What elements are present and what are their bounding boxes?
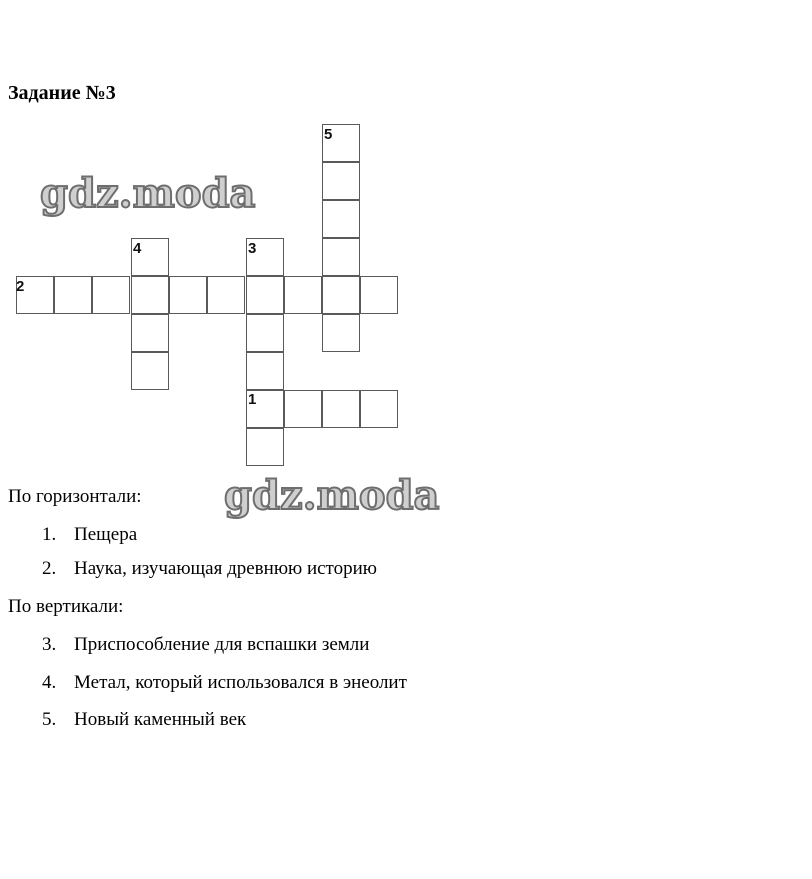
crossword-cell[interactable] bbox=[360, 276, 398, 314]
crossword-cell[interactable] bbox=[246, 276, 284, 314]
crossword-cell[interactable] bbox=[322, 390, 360, 428]
crossword-cell[interactable] bbox=[360, 390, 398, 428]
clue-number-1: 1 bbox=[248, 391, 257, 408]
crossword-cell[interactable] bbox=[322, 200, 360, 238]
clue-number-2: 2 bbox=[16, 278, 25, 295]
clue-item bbox=[42, 709, 246, 731]
vertical-heading: По вертикали: bbox=[8, 596, 124, 617]
crossword-cell[interactable] bbox=[131, 276, 169, 314]
crossword-cell[interactable] bbox=[92, 276, 130, 314]
crossword-cell[interactable] bbox=[246, 428, 284, 466]
crossword-cell[interactable] bbox=[207, 276, 245, 314]
crossword-cell[interactable] bbox=[246, 314, 284, 352]
crossword-cell[interactable] bbox=[169, 276, 207, 314]
clue-num: 3. bbox=[42, 634, 57, 655]
clue-item bbox=[42, 634, 369, 656]
clue-text: Пещера bbox=[74, 524, 138, 545]
clue-number-3: 3 bbox=[248, 240, 257, 257]
clue-text: Наука, изучающая древнюю историю bbox=[74, 558, 377, 579]
clue-number-5: 5 bbox=[324, 126, 333, 143]
watermark: gdz.moda bbox=[40, 170, 256, 217]
crossword-cell[interactable] bbox=[284, 276, 322, 314]
crossword-cell[interactable] bbox=[246, 352, 284, 390]
horizontal-heading: По горизонтали: bbox=[8, 486, 142, 507]
crossword-cell[interactable] bbox=[322, 314, 360, 352]
crossword-cell[interactable] bbox=[322, 276, 360, 314]
clue-item bbox=[42, 672, 407, 694]
crossword-cell[interactable] bbox=[54, 276, 92, 314]
clue-item bbox=[42, 524, 137, 546]
clue-text: Метал, который использовался в энеолит bbox=[74, 672, 407, 693]
crossword-cell[interactable] bbox=[322, 162, 360, 200]
watermark: gdz.moda bbox=[224, 472, 440, 519]
crossword-cell[interactable] bbox=[131, 314, 169, 352]
clue-num: 4. bbox=[42, 672, 57, 693]
crossword-cell[interactable] bbox=[284, 390, 322, 428]
clue-text: Приспособление для вспашки земли bbox=[74, 634, 370, 655]
task-title: Задание №3 bbox=[8, 82, 116, 104]
crossword-cell[interactable] bbox=[131, 352, 169, 390]
clue-num: 1. bbox=[42, 524, 57, 545]
clue-text: Новый каменный век bbox=[74, 709, 247, 730]
clue-num: 2. bbox=[42, 558, 57, 579]
clue-number-4: 4 bbox=[133, 240, 142, 257]
crossword-cell[interactable] bbox=[322, 238, 360, 276]
clue-num: 5. bbox=[42, 709, 57, 730]
clue-item bbox=[42, 558, 377, 580]
